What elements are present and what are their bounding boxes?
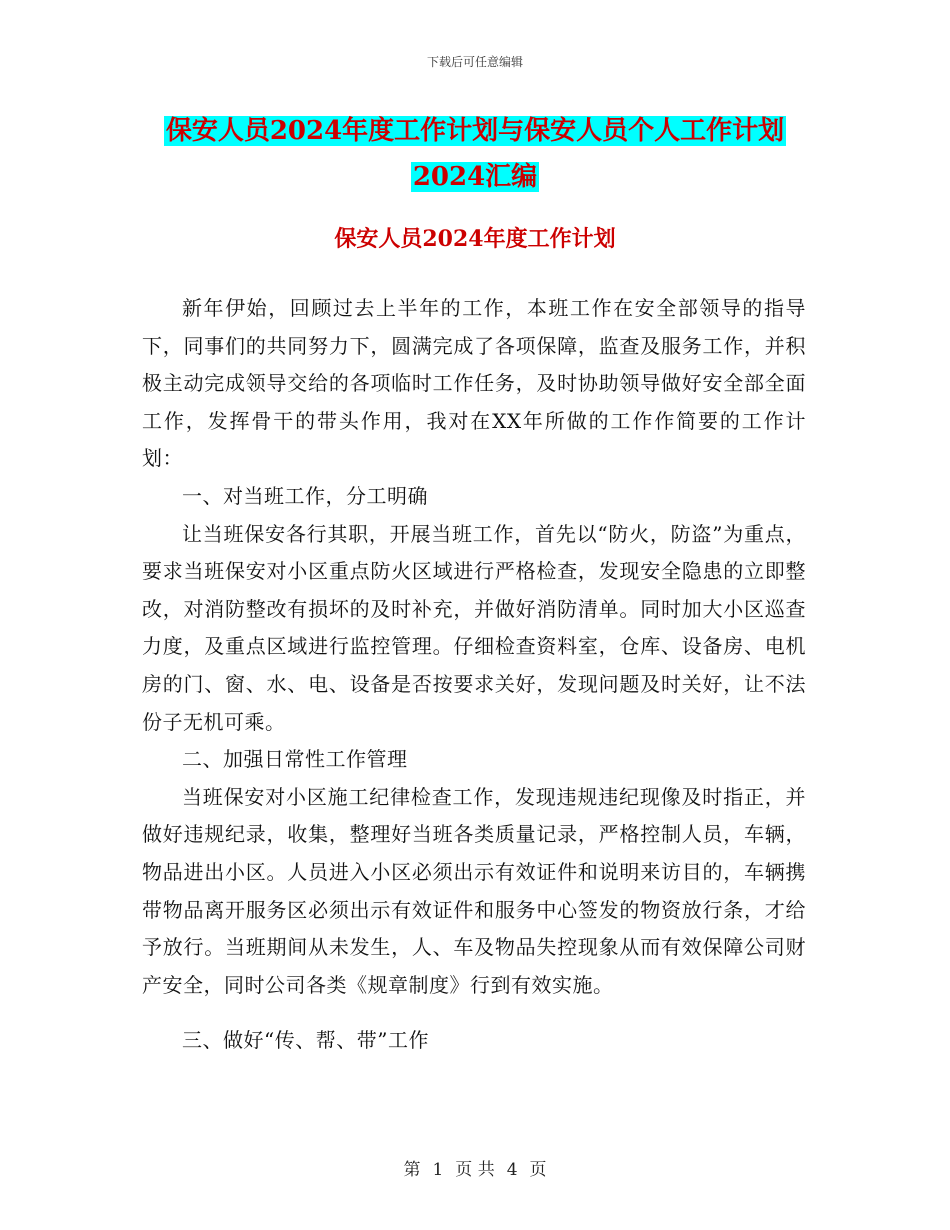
title-line-2: 2024汇编: [412, 162, 538, 192]
footer-total-pages: 4: [506, 1160, 518, 1180]
footer-page-number: 1: [432, 1160, 444, 1180]
footer-suffix: 页: [529, 1160, 547, 1180]
title-line-1: 保安人员2024年度工作计划与保安人员个人工作计划: [165, 116, 785, 146]
footer-prefix: 第: [403, 1160, 421, 1180]
header-note: 下载后可任意编辑: [426, 55, 523, 69]
footer-middle: 页 共: [455, 1160, 495, 1180]
paragraph-2: 当班保安对小区施工纪律检查工作，发现违规违纪现像及时指正，并做好违规纪录，收集，整理好当班各类质量记录，严格控制人员，车辆，物品进出小区。人员进入小区必须出示有效证件和说明来访目的，车辆携带物品离开服务区必须出示有效证件和服务中心签发的物资放行条，才给予放行。当班期间从未发生，人、车及物品失控现象从而有效保障公司财产安全，同时公司各类《规章制度》行到有效实施。: [142, 784, 806, 997]
heading-2: 二、加强日常性工作管理: [182, 747, 408, 772]
heading-3: 三、做好“传、帮、带”工作: [182, 1028, 429, 1053]
heading-1: 一、对当班工作，分工明确: [182, 483, 428, 508]
body-text: [142, 290, 806, 1060]
paragraph-intro: 新年伊始，回顾过去上半年的工作，本班工作在安全部领导的指导下，同事们的共同努力下，圆满完成了各项保障，监查及服务工作，并积极主动完成领导交给的各项临时工作任务，及时协助领导做好安全部全面工作，发挥骨干的带头作用，我对在XX年所做的工作作简要的工作计划：: [142, 296, 806, 471]
document-title: [150, 108, 800, 200]
paragraph-1: 让当班保安各行其职，开展当班工作，首先以“防火，防盗”为重点，要求当班保安对小区重点防火区域进行严格检查，发现安全隐患的立即整改，对消防整改有损坏的及时补充，并做好消防清单。同时加大小区巡查力度，及重点区域进行监控管理。仔细检查资料室，仓库、设备房、电机房的门、窗、水、电、设备是否按要求关好，发现问题及时关好，让不法份子无机可乘。: [142, 521, 806, 734]
page-footer: [0, 1155, 950, 1180]
section-title: 保安人员2024年度工作计划: [334, 226, 616, 252]
